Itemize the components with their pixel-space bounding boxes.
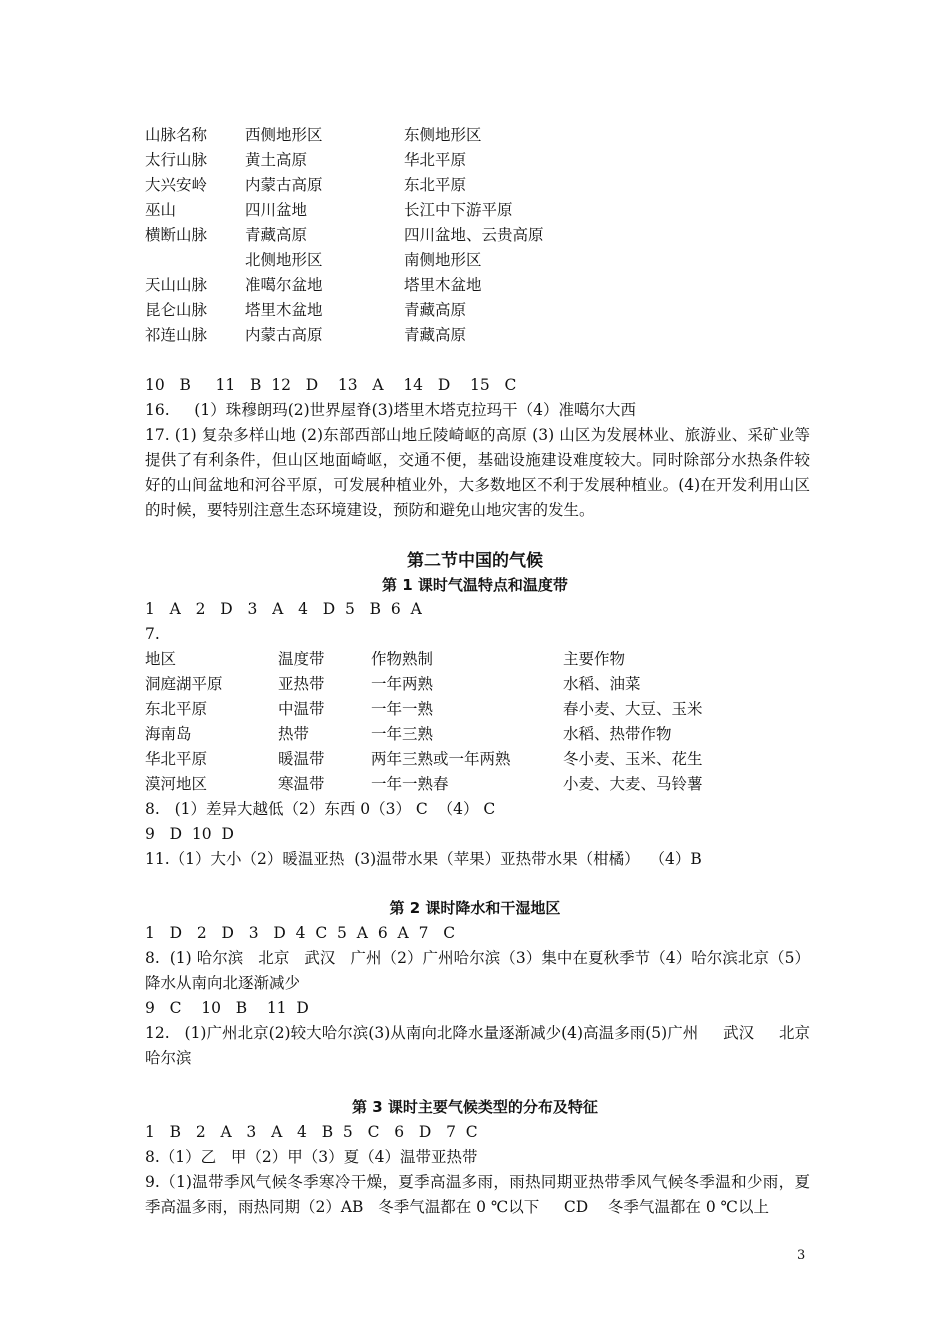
table-cell: 暖温带 — [278, 750, 325, 768]
answer-line: 1 B 2 A 3 A 4 B 5 C 6 D 7 C — [145, 1123, 478, 1141]
answer-line: 9 C 10 B 11 D — [145, 999, 309, 1017]
table-cell: 地区 — [145, 650, 177, 668]
table-cell: 一年三熟 — [371, 725, 434, 743]
table-cell: 华北平原 — [404, 151, 467, 169]
lesson-title: 第 1 课时气温特点和温度带 — [382, 576, 568, 594]
table-cell: 青藏高原 — [245, 226, 308, 244]
table-cell: 南侧地形区 — [404, 251, 482, 269]
table-row — [145, 722, 845, 747]
table-row — [145, 772, 845, 797]
table-cell: 准噶尔盆地 — [245, 276, 323, 294]
table-cell: 巫山 — [145, 201, 177, 219]
section-title: 第二节中国的气候 — [407, 551, 543, 571]
table-cell: 一年两熟 — [371, 675, 434, 693]
table-cell: 西侧地形区 — [245, 126, 323, 144]
table-cell: 塔里木盆地 — [245, 301, 323, 319]
table-cell: 大兴安岭 — [145, 176, 208, 194]
answer-line: 1 D 2 D 3 D 4 C 5 A 6 A 7 C — [145, 924, 456, 942]
table-cell: 洞庭湖平原 — [145, 675, 223, 693]
table-cell: 亚热带 — [278, 675, 325, 693]
page-number: 3 — [797, 1248, 806, 1263]
table-row — [145, 248, 845, 273]
table-cell: 热带 — [278, 725, 310, 743]
table-cell: 长江中下游平原 — [404, 201, 513, 219]
table-cell: 水稻、热带作物 — [563, 725, 672, 743]
table-row — [145, 273, 845, 298]
table-cell: 主要作物 — [563, 650, 626, 668]
lesson-title: 第 2 课时降水和干湿地区 — [389, 899, 561, 917]
table-row — [145, 198, 845, 223]
table-cell: 水稻、油菜 — [563, 675, 641, 693]
table-cell: 青藏高原 — [404, 301, 467, 319]
table-cell: 春小麦、大豆、玉米 — [563, 700, 703, 718]
table-cell: 一年一熟 — [371, 700, 434, 718]
table-cell: 昆仑山脉 — [145, 301, 208, 319]
table-cell: 漠河地区 — [145, 775, 208, 793]
table-row — [145, 697, 845, 722]
table-row — [145, 647, 845, 672]
table-cell: 华北平原 — [145, 750, 208, 768]
answer-line: 16. (1）珠穆朗玛(2)世界屋脊(3)塔里木塔克拉玛干（4）准噶尔大西 — [145, 401, 636, 419]
table-cell: 天山山脉 — [145, 276, 208, 294]
table-cell: 海南岛 — [145, 725, 192, 743]
table-cell: 山脉名称 — [145, 126, 208, 144]
table-row — [145, 123, 845, 148]
answer-line: 1 A 2 D 3 A 4 D 5 B 6 A — [145, 600, 422, 618]
answer-line: 8.（1）乙 甲（2）甲（3）夏（4）温带亚热带 — [145, 1148, 478, 1166]
table-row — [145, 173, 845, 198]
table-row — [145, 298, 845, 323]
table-cell: 小麦、大麦、马铃薯 — [563, 775, 703, 793]
answer-line: 8. (1）差异大越低（2）东西 0（3） C （4） C — [145, 800, 496, 818]
answer-line: 11.（1）大小（2）暖温亚热 (3)温带水果（苹果）亚热带水果（柑橘） （4）B — [145, 850, 702, 868]
table-cell: 青藏高原 — [404, 326, 467, 344]
table-cell: 黄土高原 — [245, 151, 308, 169]
table-cell: 温度带 — [278, 650, 325, 668]
table-cell: 四川盆地 — [245, 201, 308, 219]
table-row — [145, 672, 845, 697]
table-cell: 东北平原 — [145, 700, 208, 718]
table-cell: 作物熟制 — [371, 650, 434, 668]
answer-line: 9 D 10 D — [145, 825, 234, 843]
table-row — [145, 223, 845, 248]
answer-paragraph: 17. (1) 复杂多样山地 (2)东部西部山地丘陵崎岖的高原 (3) 山区为发展林业、旅游业、采矿业等提供了有利条件，但山区地面崎岖，交通不便，基础设施建设难度较大。同时除部分水热条件较好的山间盆地和河谷平原，可发展种植业外，大多数地区不利于发展种植业。(4)在开发利用山区的时候，要特别注意生态环境建设，预防和避免山地灾害的发生。 — [145, 426, 810, 519]
table-row — [145, 323, 845, 348]
table-cell: 塔里木盆地 — [404, 276, 482, 294]
table-cell: 一年一熟春 — [371, 775, 449, 793]
table-cell: 东北平原 — [404, 176, 467, 194]
table-cell: 横断山脉 — [145, 226, 208, 244]
table-cell: 四川盆地、云贵高原 — [404, 226, 544, 244]
table-cell: 内蒙古高原 — [245, 176, 323, 194]
lesson-title: 第 3 课时主要气候类型的分布及特征 — [352, 1098, 598, 1116]
answer-paragraph: 12. (1)广州北京(2)较大哈尔滨(3)从南向北降水量逐渐减少(4)高温多雨(5)广州 武汉 北京 哈尔滨 — [145, 1024, 835, 1067]
table-cell: 两年三熟或一年两熟 — [371, 750, 511, 768]
table-cell: 内蒙古高原 — [245, 326, 323, 344]
answer-paragraph: 9.（1)温带季风气候冬季寒冷干燥，夏季高温多雨，雨热同期亚热带季风气候冬季温和少雨，夏季高温多雨，雨热同期（2）AB 冬季气温都在 0 ℃以下 CD 冬季气温都在 0 ℃以上 — [145, 1173, 810, 1216]
answer-line: 7. — [145, 625, 160, 643]
table-row — [145, 747, 845, 772]
answer-line: 10 B 11 B 12 D 13 A 14 D 15 C — [145, 376, 517, 394]
table-cell: 冬小麦、玉米、花生 — [563, 750, 703, 768]
table-cell: 东侧地形区 — [404, 126, 482, 144]
table-cell: 寒温带 — [278, 775, 325, 793]
answer-paragraph: 8. (1) 哈尔滨 北京 武汉 广州（2）广州哈尔滨（3）集中在夏秋季节（4）哈尔滨北京（5）降水从南向北逐渐减少 — [145, 949, 810, 992]
table-row — [145, 148, 845, 173]
table-cell: 太行山脉 — [145, 151, 208, 169]
table-cell: 中温带 — [278, 700, 325, 718]
table-cell: 祁连山脉 — [145, 326, 208, 344]
table-cell: 北侧地形区 — [245, 251, 323, 269]
